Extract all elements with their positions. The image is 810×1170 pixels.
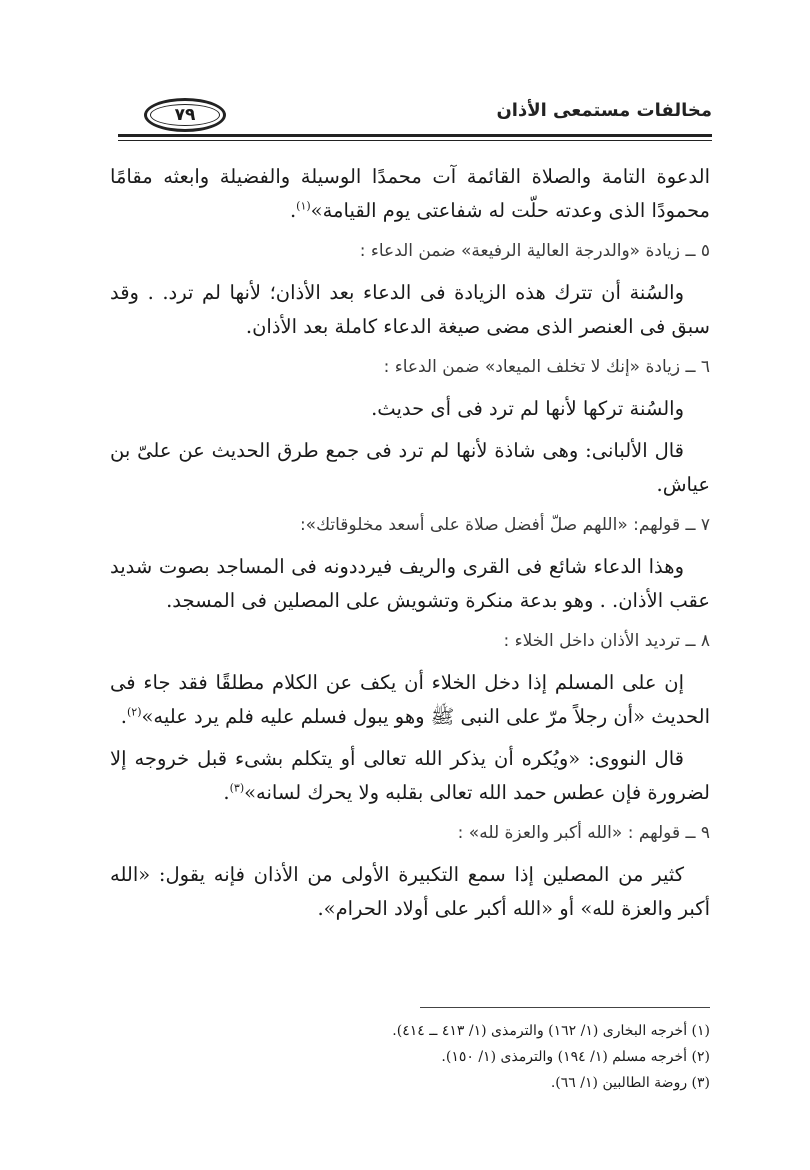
header-rule-thin: [118, 140, 712, 141]
footnote-ref-3: (٣): [229, 781, 245, 795]
page-number-badge: [144, 98, 226, 132]
paragraph-7-end: .: [223, 781, 230, 804]
paragraph-1: [110, 160, 710, 228]
paragraph-6: [110, 666, 710, 734]
running-title: مخالفات مستمعى الأذان: [496, 100, 712, 121]
footnote-separator: [420, 1007, 710, 1008]
footnote-ref-1: (١): [296, 199, 311, 213]
footnotes: [110, 1018, 710, 1096]
paragraph-7-text: قال النووى: «ويُكره أن يذكر الله تعالى أو يتكلم بشىء قبل خروجه إلا لضرورة فإن عطس حمد الله تعالى بقلبه ولا يحرك لسانه»: [110, 747, 710, 804]
heading-9: ٩ ــ قولهم : «الله أكبر والعزة لله» :: [457, 823, 710, 843]
footnote-2: (٢) أخرجه مسلم (١/ ١٩٤) والترمذى (١/ ١٥٠).: [441, 1049, 710, 1065]
footnote-ref-2: (٢): [126, 705, 142, 719]
paragraph-4: قال الألبانى: وهى شاذة لأنها لم ترد فى جمع طرق الحديث عن علىّ بن عياش.: [110, 439, 710, 496]
footnote-1: (١) أخرجه البخارى (١/ ١٦٢) والترمذى (١/ ٤١٣ ــ ٤١٤).: [392, 1023, 710, 1039]
main-text: [110, 160, 710, 934]
paragraph-1-end: .: [289, 199, 297, 222]
page-header: [118, 98, 712, 142]
page-number: ٧٩: [174, 105, 196, 125]
paragraph-7: [110, 742, 710, 810]
paragraph-6-end: .: [120, 705, 127, 728]
paragraph-1-text: الدعوة التامة والصلاة القائمة آت محمدًا الوسيلة والفضيلة وابعثه مقامًا محمودًا الذى وعدته حلّت له شفاعتى يوم القيامة»: [110, 165, 710, 222]
paragraph-3: والسُنة تركها لأنها لم ترد فى أى حديث.: [371, 397, 684, 420]
heading-7: ٧ ــ قولهم: «اللهم صلّ أفضل صلاة على أسعد مخلوقاتك»:: [299, 515, 710, 535]
heading-8: ٨ ــ ترديد الأذان داخل الخلاء :: [503, 631, 710, 651]
footnote-3: (٣) روضة الطالبين (١/ ٦٦).: [550, 1075, 710, 1091]
header-rule-thick: [118, 134, 712, 137]
paragraph-2: والسُنة أن تترك هذه الزيادة فى الدعاء بعد الأذان؛ لأنها لم ترد. . وقد سبق فى العنصر الذى مضى صيغة الدعاء كاملة بعد الأذان.: [110, 281, 710, 338]
paragraph-5: وهذا الدعاء شائع فى القرى والريف فيرددونه فى المساجد بصوت شديد عقب الأذان. . وهو بدعة منكرة وتشويش على المصلين فى المسجد.: [110, 555, 710, 612]
heading-5: ٥ ــ زيادة «والدرجة العالية الرفيعة» ضمن الدعاء :: [359, 241, 710, 261]
heading-6: ٦ ــ زيادة «إنك لا تخلف الميعاد» ضمن الدعاء :: [383, 357, 710, 377]
paragraph-8: كثير من المصلين إذا سمع التكبيرة الأولى من الأذان فإنه يقول: «الله أكبر والعزة لله» أو «الله أكبر على أولاد الحرام».: [110, 863, 710, 920]
paragraph-6-text: إن على المسلم إذا دخل الخلاء أن يكف عن الكلام مطلقًا فقد جاء فى الحديث «أن رجلاً مرّ على النبى ﷺ وهو يبول فسلم عليه فلم يرد عليه»: [110, 671, 710, 728]
